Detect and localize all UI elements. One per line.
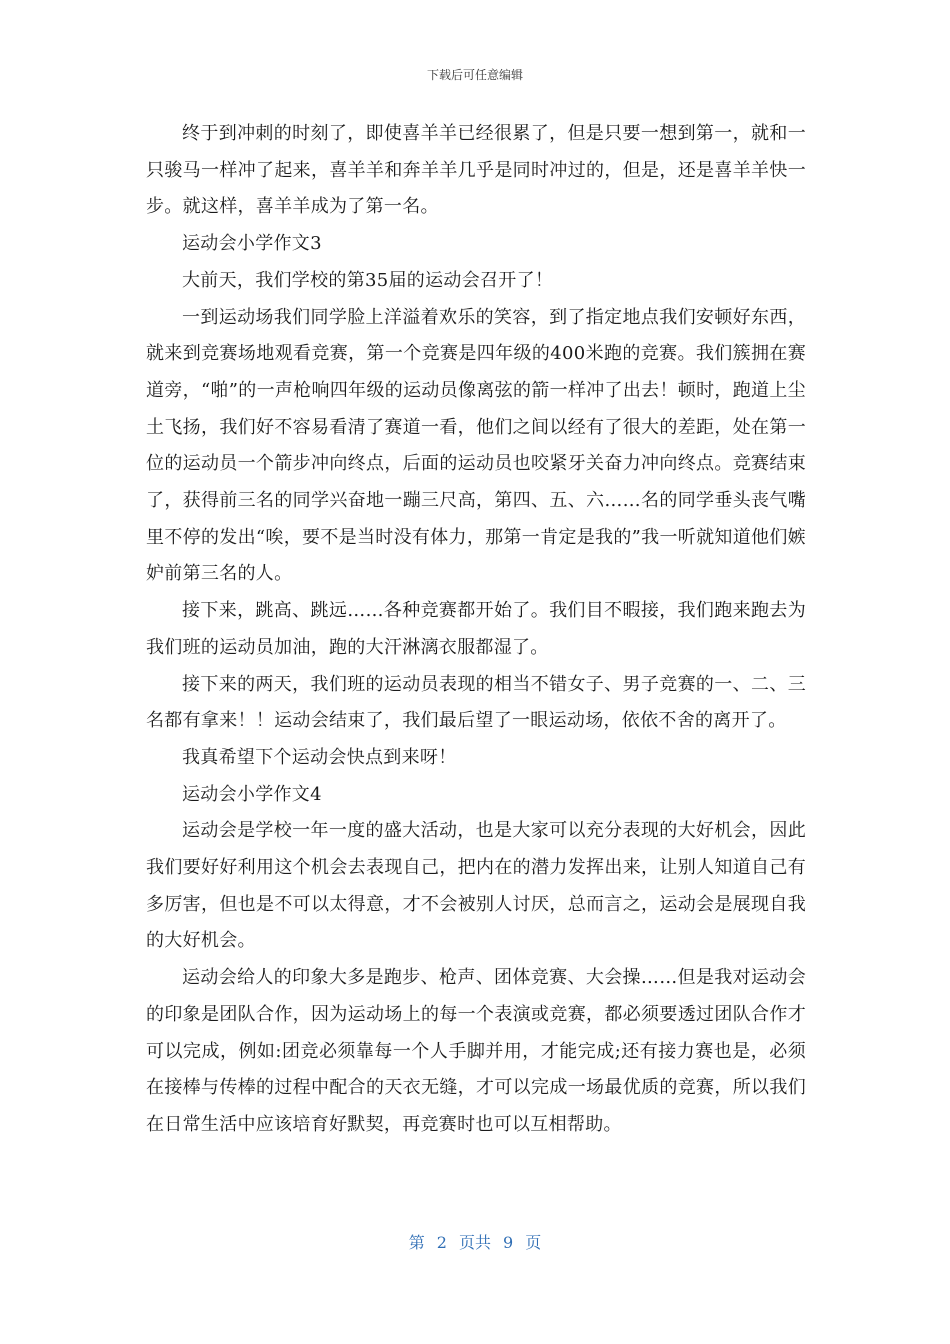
footer-middle: 页共 (458, 1233, 491, 1252)
footer-current-page: 2 (436, 1233, 447, 1252)
paragraph-4: 接下来，跳高、跳远……各种竞赛都开始了。我们目不暇接，我们跑来跑去为我们班的运动员加油，跑的大汗淋漓衣服都湿了。 (146, 600, 806, 658)
paragraph-7: 运动会是学校一年一度的盛大活动，也是大家可以充分表现的大好机会，因此我们要好好利用这个机会去表现自己，把内在的潜力发挥出来，让别人知道自己有多厉害，但也是不可以太得意，才不会被别人讨厌，总而言之，运动会是展现自我的大好机会。 (146, 820, 806, 952)
page-header: 下载后可任意编辑 (426, 68, 523, 82)
paragraph-3: 一到运动场我们同学脸上洋溢着欢乐的笑容，到了指定地点我们安顿好东西，就来到竞赛场地观看竞赛，第一个竞赛是四年级的400米跑的竞赛。我们簇拥在赛道旁，“啪”的一声枪响四年级的运动员像离弦的箭一样冲了出去！顿时，跑道上尘土飞扬，我们好不容易看清了赛道一看，他们之间以经有了很大的差距，处在第一位的运动员一个箭步冲向终点，后面的运动员也咬紧牙关奋力冲向终点。竞赛结束了，获得前三名的同学兴奋地一蹦三尺高，第四、五、六……名的同学垂头丧气嘴里不停的发出“唉，要不是当时没有体力，那第一肯定是我的”我一听就知道他们嫉妒前第三名的人。 (146, 306, 806, 585)
document-body (146, 116, 806, 1144)
footer-total-pages: 9 (503, 1233, 514, 1252)
footer-prefix: 第 (408, 1233, 425, 1252)
paragraph-1: 终于到冲刺的时刻了，即使喜羊羊已经很累了，但是只要一想到第一，就和一只骏马一样冲了起来，喜羊羊和奔羊羊几乎是同时冲过的，但是，还是喜羊羊快一步。就这样，喜羊羊成为了第一名。 (146, 123, 806, 218)
section-heading-4: 运动会小学作文4 (182, 783, 322, 805)
paragraph-6: 我真希望下个运动会快点到来呀！ (182, 746, 457, 768)
paragraph-8: 运动会给人的印象大多是跑步、枪声、团体竞赛、大会操……但是我对运动会的印象是团队合作，因为运动场上的每一个表演或竞赛，都必须要透过团队合作才可以完成，例如:团竞必须靠每一个人手脚并用，才能完成;还有接力赛也是，必须在接棒与传棒的过程中配合的天衣无缝，才可以完成一场最优质的竞赛，所以我们在日常生活中应该培育好默契，再竞赛时也可以互相帮助。 (146, 967, 806, 1135)
page-footer (0, 1230, 950, 1253)
footer-suffix: 页 (525, 1233, 542, 1252)
paragraph-2: 大前天，我们学校的第35届的运动会召开了！ (182, 269, 554, 291)
section-heading-3: 运动会小学作文3 (182, 233, 322, 255)
paragraph-5: 接下来的两天，我们班的运动员表现的相当不错女子、男子竞赛的一、二、三名都有拿来！！运动会结束了，我们最后望了一眼运动场，依依不舍的离开了。 (146, 673, 806, 732)
